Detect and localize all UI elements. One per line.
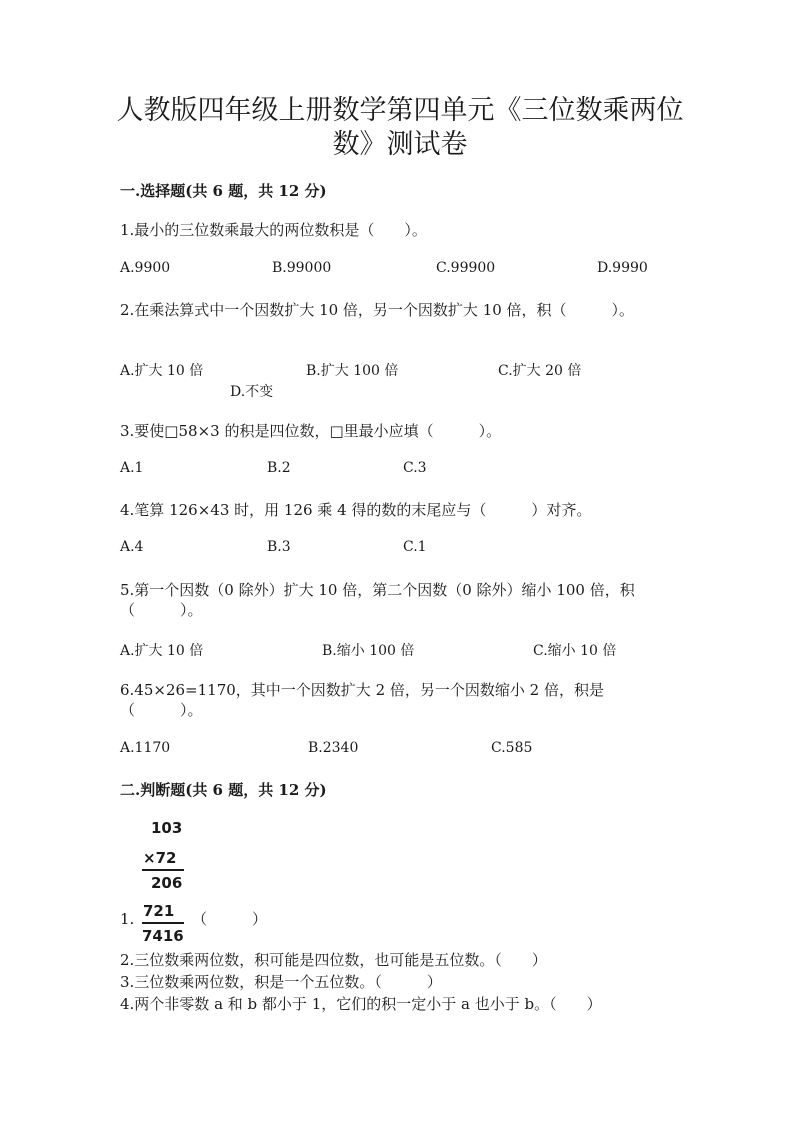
section-heading-true-false: 二.判断题(共 6 题，共 12 分) xyxy=(120,781,327,799)
section-heading-multiple-choice: 一.选择题(共 6 题，共 12 分) xyxy=(120,182,327,200)
question-2-option-c[interactable]: C.扩大 20 倍 xyxy=(498,363,582,379)
question-5-option-b[interactable]: B.缩小 100 倍 xyxy=(322,643,415,659)
question-1-stem: 1.最小的三位数乘最大的两位数积是（ ）。 xyxy=(120,221,427,239)
question-3-option-c[interactable]: C.3 xyxy=(403,460,427,476)
question-4-stem: 4.笔算 126×43 时，用 126 乘 4 得的数的末尾应与（ ）对齐。 xyxy=(120,501,592,519)
tf-question-2: 2.三位数乘两位数，积可能是四位数，也可能是五位数。（ ） xyxy=(120,951,547,969)
question-6-stem-line-2: （ ）。 xyxy=(120,701,203,719)
second-rule-line xyxy=(142,922,184,924)
question-6-option-a[interactable]: A.1170 xyxy=(120,740,171,756)
first-rule-line xyxy=(142,869,184,871)
question-1-option-b[interactable]: B.99000 xyxy=(272,260,332,276)
tf-question-4: 4.两个非零数 a 和 b 都小于 1，它们的积一定小于 a 也小于 b。（ ） xyxy=(120,995,602,1013)
question-5-option-c[interactable]: C.缩小 10 倍 xyxy=(533,643,617,659)
question-2-option-a[interactable]: A.扩大 10 倍 xyxy=(120,363,204,379)
question-3-option-b[interactable]: B.2 xyxy=(267,460,291,476)
question-5-stem-line-2: （ ）。 xyxy=(120,601,203,619)
question-2-option-b[interactable]: B.扩大 100 倍 xyxy=(306,363,399,379)
question-6-stem-line-1: 6.45×26=1170，其中一个因数扩大 2 倍，另一个因数缩小 2 倍，积是 xyxy=(120,681,604,699)
final-product: 7416 xyxy=(142,927,184,945)
partial-product-1: 206 xyxy=(151,874,183,892)
question-2-stem: 2.在乘法算式中一个因数扩大 10 倍，另一个因数扩大 10 倍，积（ ）。 xyxy=(120,301,635,319)
partial-product-2: 721 xyxy=(143,902,175,920)
question-1-option-c[interactable]: C.99900 xyxy=(436,260,496,276)
question-2-option-d[interactable]: D.不变 xyxy=(230,384,274,400)
tf-question-1-number: 1. xyxy=(120,910,135,928)
worksheet-title-line-1: 人教版四年级上册数学第四单元《三位数乘两位 xyxy=(116,95,684,126)
question-6-option-c[interactable]: C.585 xyxy=(491,740,533,756)
question-4-option-a[interactable]: A.4 xyxy=(120,539,144,555)
question-1-option-d[interactable]: D.9990 xyxy=(597,260,648,276)
question-3-stem: 3.要使□58×3 的积是四位数，□里最小应填（ ）。 xyxy=(120,422,502,440)
question-6-option-b[interactable]: B.2340 xyxy=(308,740,359,756)
tf-question-1-answer-paren[interactable]: （ ） xyxy=(192,910,268,928)
question-4-option-b[interactable]: B.3 xyxy=(267,539,291,555)
multiplier: ×72 xyxy=(143,849,177,867)
question-3-option-a[interactable]: A.1 xyxy=(120,460,144,476)
question-5-option-a[interactable]: A.扩大 10 倍 xyxy=(120,643,204,659)
tf-question-3: 3.三位数乘两位数，积是一个五位数。（ ） xyxy=(120,973,442,991)
question-5-stem-line-1: 5.第一个因数（0 除外）扩大 10 倍，第二个因数（0 除外）缩小 100 倍，积 xyxy=(120,581,635,599)
multiplicand: 103 xyxy=(151,819,183,837)
question-1-option-a[interactable]: A.9900 xyxy=(120,260,171,276)
question-4-option-c[interactable]: C.1 xyxy=(403,539,427,555)
worksheet-title-line-2: 数》测试卷 xyxy=(332,129,468,160)
